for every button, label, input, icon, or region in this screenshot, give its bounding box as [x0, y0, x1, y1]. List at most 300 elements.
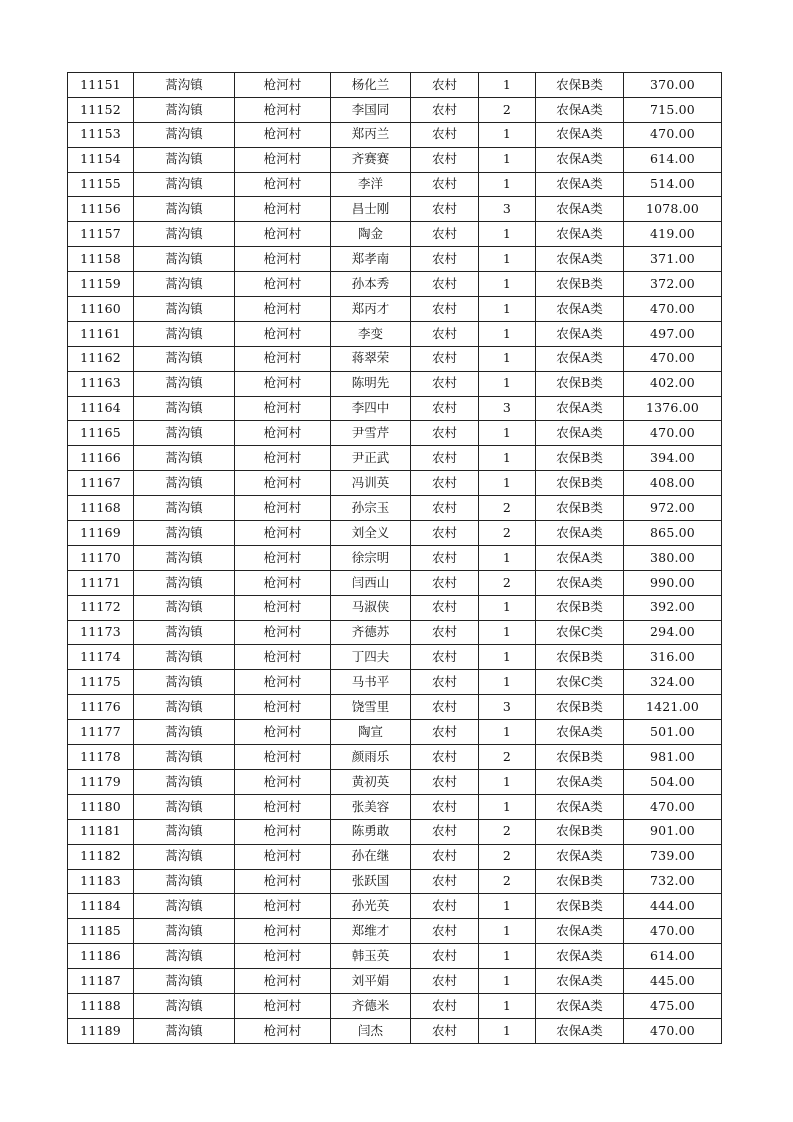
member-count-cell: 1 — [479, 73, 536, 98]
record-id-cell: 11153 — [68, 122, 134, 147]
member-count-cell: 2 — [479, 496, 536, 521]
record-id-cell: 11170 — [68, 545, 134, 570]
member-count-cell: 1 — [479, 919, 536, 944]
household-type-cell: 农村 — [411, 794, 479, 819]
member-count-cell: 1 — [479, 1018, 536, 1043]
household-type-cell: 农村 — [411, 595, 479, 620]
household-type-cell: 农村 — [411, 222, 479, 247]
record-id-cell: 11164 — [68, 396, 134, 421]
name-cell: 黄初英 — [331, 769, 411, 794]
table-row — [68, 919, 722, 944]
name-cell: 李国同 — [331, 97, 411, 122]
table-row — [68, 172, 722, 197]
category-cell: 农保A类 — [536, 396, 624, 421]
amount-cell: 470.00 — [624, 794, 722, 819]
amount-cell: 316.00 — [624, 645, 722, 670]
town-cell: 蒿沟镇 — [134, 247, 235, 272]
amount-cell: 990.00 — [624, 570, 722, 595]
amount-cell: 324.00 — [624, 670, 722, 695]
record-id-cell: 11186 — [68, 944, 134, 969]
member-count-cell: 1 — [479, 371, 536, 396]
member-count-cell: 1 — [479, 769, 536, 794]
town-cell: 蒿沟镇 — [134, 670, 235, 695]
record-id-cell: 11180 — [68, 794, 134, 819]
village-cell: 枪河村 — [235, 769, 331, 794]
name-cell: 昌士刚 — [331, 197, 411, 222]
village-cell: 枪河村 — [235, 73, 331, 98]
record-id-cell: 11176 — [68, 695, 134, 720]
category-cell: 农保A类 — [536, 197, 624, 222]
town-cell: 蒿沟镇 — [134, 869, 235, 894]
town-cell: 蒿沟镇 — [134, 969, 235, 994]
name-cell: 郑维才 — [331, 919, 411, 944]
name-cell: 张美容 — [331, 794, 411, 819]
table-row — [68, 272, 722, 297]
category-cell: 农保B类 — [536, 595, 624, 620]
town-cell: 蒿沟镇 — [134, 894, 235, 919]
table-row — [68, 695, 722, 720]
record-id-cell: 11167 — [68, 471, 134, 496]
category-cell: 农保A类 — [536, 944, 624, 969]
amount-cell: 470.00 — [624, 1018, 722, 1043]
table-row — [68, 321, 722, 346]
name-cell: 孙光英 — [331, 894, 411, 919]
village-cell: 枪河村 — [235, 720, 331, 745]
member-count-cell: 1 — [479, 222, 536, 247]
household-type-cell: 农村 — [411, 570, 479, 595]
amount-cell: 504.00 — [624, 769, 722, 794]
amount-cell: 470.00 — [624, 421, 722, 446]
category-cell: 农保C类 — [536, 620, 624, 645]
record-id-cell: 11151 — [68, 73, 134, 98]
category-cell: 农保B类 — [536, 73, 624, 98]
record-id-cell: 11187 — [68, 969, 134, 994]
village-cell: 枪河村 — [235, 1018, 331, 1043]
member-count-cell: 1 — [479, 321, 536, 346]
amount-cell: 371.00 — [624, 247, 722, 272]
household-type-cell: 农村 — [411, 147, 479, 172]
town-cell: 蒿沟镇 — [134, 794, 235, 819]
name-cell: 张跃国 — [331, 869, 411, 894]
record-id-cell: 11154 — [68, 147, 134, 172]
member-count-cell: 1 — [479, 670, 536, 695]
table-row — [68, 720, 722, 745]
village-cell: 枪河村 — [235, 794, 331, 819]
record-id-cell: 11185 — [68, 919, 134, 944]
member-count-cell: 1 — [479, 620, 536, 645]
amount-cell: 1376.00 — [624, 396, 722, 421]
name-cell: 马淑侠 — [331, 595, 411, 620]
village-cell: 枪河村 — [235, 570, 331, 595]
name-cell: 孙在继 — [331, 844, 411, 869]
town-cell: 蒿沟镇 — [134, 570, 235, 595]
member-count-cell: 1 — [479, 421, 536, 446]
member-count-cell: 1 — [479, 645, 536, 670]
name-cell: 孙宗玉 — [331, 496, 411, 521]
village-cell: 枪河村 — [235, 595, 331, 620]
member-count-cell: 2 — [479, 869, 536, 894]
amount-cell: 370.00 — [624, 73, 722, 98]
record-id-cell: 11182 — [68, 844, 134, 869]
amount-cell: 1078.00 — [624, 197, 722, 222]
town-cell: 蒿沟镇 — [134, 993, 235, 1018]
category-cell: 农保A类 — [536, 969, 624, 994]
record-id-cell: 11171 — [68, 570, 134, 595]
record-id-cell: 11179 — [68, 769, 134, 794]
town-cell: 蒿沟镇 — [134, 346, 235, 371]
village-cell: 枪河村 — [235, 396, 331, 421]
town-cell: 蒿沟镇 — [134, 769, 235, 794]
amount-cell: 1421.00 — [624, 695, 722, 720]
village-cell: 枪河村 — [235, 944, 331, 969]
table-row — [68, 521, 722, 546]
town-cell: 蒿沟镇 — [134, 919, 235, 944]
table-row — [68, 122, 722, 147]
household-type-cell: 农村 — [411, 769, 479, 794]
household-type-cell: 农村 — [411, 371, 479, 396]
table-row — [68, 745, 722, 770]
name-cell: 齐德米 — [331, 993, 411, 1018]
table-row — [68, 844, 722, 869]
amount-cell: 372.00 — [624, 272, 722, 297]
town-cell: 蒿沟镇 — [134, 944, 235, 969]
village-cell: 枪河村 — [235, 247, 331, 272]
name-cell: 尹正武 — [331, 446, 411, 471]
member-count-cell: 1 — [479, 122, 536, 147]
member-count-cell: 1 — [479, 471, 536, 496]
town-cell: 蒿沟镇 — [134, 695, 235, 720]
town-cell: 蒿沟镇 — [134, 819, 235, 844]
village-cell: 枪河村 — [235, 421, 331, 446]
table-row — [68, 1018, 722, 1043]
village-cell: 枪河村 — [235, 620, 331, 645]
household-type-cell: 农村 — [411, 73, 479, 98]
amount-cell: 470.00 — [624, 346, 722, 371]
category-cell: 农保B类 — [536, 869, 624, 894]
village-cell: 枪河村 — [235, 97, 331, 122]
town-cell: 蒿沟镇 — [134, 371, 235, 396]
town-cell: 蒿沟镇 — [134, 147, 235, 172]
name-cell: 饶雪里 — [331, 695, 411, 720]
table-row — [68, 396, 722, 421]
member-count-cell: 2 — [479, 819, 536, 844]
town-cell: 蒿沟镇 — [134, 1018, 235, 1043]
village-cell: 枪河村 — [235, 545, 331, 570]
village-cell: 枪河村 — [235, 645, 331, 670]
household-type-cell: 农村 — [411, 545, 479, 570]
town-cell: 蒿沟镇 — [134, 720, 235, 745]
name-cell: 齐赛赛 — [331, 147, 411, 172]
amount-cell: 972.00 — [624, 496, 722, 521]
amount-cell: 614.00 — [624, 944, 722, 969]
household-type-cell: 农村 — [411, 670, 479, 695]
record-id-cell: 11160 — [68, 297, 134, 322]
village-cell: 枪河村 — [235, 670, 331, 695]
category-cell: 农保B类 — [536, 819, 624, 844]
town-cell: 蒿沟镇 — [134, 521, 235, 546]
table-row — [68, 371, 722, 396]
table-row — [68, 769, 722, 794]
category-cell: 农保B类 — [536, 496, 624, 521]
table-row — [68, 645, 722, 670]
amount-cell: 470.00 — [624, 122, 722, 147]
household-type-cell: 农村 — [411, 869, 479, 894]
table-row — [68, 421, 722, 446]
table-row — [68, 222, 722, 247]
member-count-cell: 1 — [479, 446, 536, 471]
table-row — [68, 446, 722, 471]
member-count-cell: 1 — [479, 147, 536, 172]
household-type-cell: 农村 — [411, 521, 479, 546]
table-row — [68, 297, 722, 322]
amount-cell: 408.00 — [624, 471, 722, 496]
category-cell: 农保A类 — [536, 421, 624, 446]
town-cell: 蒿沟镇 — [134, 172, 235, 197]
town-cell: 蒿沟镇 — [134, 620, 235, 645]
category-cell: 农保A类 — [536, 1018, 624, 1043]
member-count-cell: 2 — [479, 844, 536, 869]
record-id-cell: 11174 — [68, 645, 134, 670]
category-cell: 农保A类 — [536, 122, 624, 147]
town-cell: 蒿沟镇 — [134, 645, 235, 670]
name-cell: 冯训英 — [331, 471, 411, 496]
table-row — [68, 496, 722, 521]
table-row — [68, 247, 722, 272]
record-id-cell: 11173 — [68, 620, 134, 645]
category-cell: 农保B类 — [536, 371, 624, 396]
amount-cell: 497.00 — [624, 321, 722, 346]
member-count-cell: 1 — [479, 720, 536, 745]
record-id-cell: 11156 — [68, 197, 134, 222]
member-count-cell: 1 — [479, 172, 536, 197]
roster-table — [67, 72, 722, 1044]
village-cell: 枪河村 — [235, 346, 331, 371]
member-count-cell: 2 — [479, 521, 536, 546]
household-type-cell: 农村 — [411, 620, 479, 645]
name-cell: 刘平娟 — [331, 969, 411, 994]
name-cell: 杨化兰 — [331, 73, 411, 98]
amount-cell: 501.00 — [624, 720, 722, 745]
amount-cell: 475.00 — [624, 993, 722, 1018]
category-cell: 农保A类 — [536, 297, 624, 322]
member-count-cell: 3 — [479, 695, 536, 720]
village-cell: 枪河村 — [235, 272, 331, 297]
name-cell: 韩玉英 — [331, 944, 411, 969]
record-id-cell: 11169 — [68, 521, 134, 546]
record-id-cell: 11177 — [68, 720, 134, 745]
table-row — [68, 670, 722, 695]
village-cell: 枪河村 — [235, 844, 331, 869]
member-count-cell: 1 — [479, 545, 536, 570]
member-count-cell: 1 — [479, 297, 536, 322]
household-type-cell: 农村 — [411, 421, 479, 446]
amount-cell: 470.00 — [624, 919, 722, 944]
member-count-cell: 1 — [479, 272, 536, 297]
household-type-cell: 农村 — [411, 993, 479, 1018]
category-cell: 农保A类 — [536, 521, 624, 546]
town-cell: 蒿沟镇 — [134, 222, 235, 247]
amount-cell: 394.00 — [624, 446, 722, 471]
village-cell: 枪河村 — [235, 321, 331, 346]
town-cell: 蒿沟镇 — [134, 297, 235, 322]
name-cell: 马书平 — [331, 670, 411, 695]
household-type-cell: 农村 — [411, 247, 479, 272]
record-id-cell: 11183 — [68, 869, 134, 894]
town-cell: 蒿沟镇 — [134, 421, 235, 446]
amount-cell: 445.00 — [624, 969, 722, 994]
village-cell: 枪河村 — [235, 297, 331, 322]
town-cell: 蒿沟镇 — [134, 122, 235, 147]
category-cell: 农保B类 — [536, 695, 624, 720]
category-cell: 农保B类 — [536, 894, 624, 919]
member-count-cell: 1 — [479, 944, 536, 969]
member-count-cell: 1 — [479, 969, 536, 994]
name-cell: 陶金 — [331, 222, 411, 247]
household-type-cell: 农村 — [411, 645, 479, 670]
town-cell: 蒿沟镇 — [134, 745, 235, 770]
category-cell: 农保A类 — [536, 346, 624, 371]
table-row — [68, 471, 722, 496]
household-type-cell: 农村 — [411, 969, 479, 994]
name-cell: 闫杰 — [331, 1018, 411, 1043]
record-id-cell: 11161 — [68, 321, 134, 346]
table-row — [68, 794, 722, 819]
record-id-cell: 11184 — [68, 894, 134, 919]
household-type-cell: 农村 — [411, 272, 479, 297]
member-count-cell: 2 — [479, 570, 536, 595]
member-count-cell: 1 — [479, 595, 536, 620]
record-id-cell: 11157 — [68, 222, 134, 247]
town-cell: 蒿沟镇 — [134, 471, 235, 496]
record-id-cell: 11159 — [68, 272, 134, 297]
record-id-cell: 11166 — [68, 446, 134, 471]
amount-cell: 419.00 — [624, 222, 722, 247]
member-count-cell: 1 — [479, 247, 536, 272]
record-id-cell: 11163 — [68, 371, 134, 396]
village-cell: 枪河村 — [235, 969, 331, 994]
category-cell: 农保A类 — [536, 844, 624, 869]
name-cell: 孙本秀 — [331, 272, 411, 297]
category-cell: 农保B类 — [536, 446, 624, 471]
amount-cell: 732.00 — [624, 869, 722, 894]
household-type-cell: 农村 — [411, 446, 479, 471]
amount-cell: 614.00 — [624, 147, 722, 172]
member-count-cell: 1 — [479, 993, 536, 1018]
table-row — [68, 545, 722, 570]
amount-cell: 865.00 — [624, 521, 722, 546]
record-id-cell: 11175 — [68, 670, 134, 695]
category-cell: 农保A类 — [536, 222, 624, 247]
record-id-cell: 11162 — [68, 346, 134, 371]
town-cell: 蒿沟镇 — [134, 595, 235, 620]
category-cell: 农保C类 — [536, 670, 624, 695]
village-cell: 枪河村 — [235, 471, 331, 496]
name-cell: 闫西山 — [331, 570, 411, 595]
record-id-cell: 11181 — [68, 819, 134, 844]
record-id-cell: 11168 — [68, 496, 134, 521]
table-row — [68, 97, 722, 122]
table-row — [68, 73, 722, 98]
table-row — [68, 620, 722, 645]
household-type-cell: 农村 — [411, 172, 479, 197]
village-cell: 枪河村 — [235, 993, 331, 1018]
village-cell: 枪河村 — [235, 371, 331, 396]
village-cell: 枪河村 — [235, 147, 331, 172]
record-id-cell: 11189 — [68, 1018, 134, 1043]
town-cell: 蒿沟镇 — [134, 321, 235, 346]
household-type-cell: 农村 — [411, 197, 479, 222]
roster-table-body — [68, 73, 722, 1044]
category-cell: 农保A类 — [536, 794, 624, 819]
town-cell: 蒿沟镇 — [134, 396, 235, 421]
household-type-cell: 农村 — [411, 819, 479, 844]
category-cell: 农保A类 — [536, 919, 624, 944]
category-cell: 农保B类 — [536, 645, 624, 670]
category-cell: 农保B类 — [536, 272, 624, 297]
table-row — [68, 147, 722, 172]
town-cell: 蒿沟镇 — [134, 97, 235, 122]
name-cell: 郑丙兰 — [331, 122, 411, 147]
member-count-cell: 1 — [479, 894, 536, 919]
name-cell: 李洋 — [331, 172, 411, 197]
amount-cell: 470.00 — [624, 297, 722, 322]
category-cell: 农保A类 — [536, 172, 624, 197]
member-count-cell: 2 — [479, 97, 536, 122]
household-type-cell: 农村 — [411, 122, 479, 147]
village-cell: 枪河村 — [235, 122, 331, 147]
table-row — [68, 993, 722, 1018]
category-cell: 农保A类 — [536, 993, 624, 1018]
record-id-cell: 11178 — [68, 745, 134, 770]
village-cell: 枪河村 — [235, 496, 331, 521]
town-cell: 蒿沟镇 — [134, 446, 235, 471]
village-cell: 枪河村 — [235, 745, 331, 770]
household-type-cell: 农村 — [411, 297, 479, 322]
name-cell: 陈勇敢 — [331, 819, 411, 844]
member-count-cell: 1 — [479, 794, 536, 819]
village-cell: 枪河村 — [235, 197, 331, 222]
amount-cell: 392.00 — [624, 595, 722, 620]
category-cell: 农保A类 — [536, 545, 624, 570]
table-row — [68, 969, 722, 994]
amount-cell: 715.00 — [624, 97, 722, 122]
household-type-cell: 农村 — [411, 720, 479, 745]
table-row — [68, 346, 722, 371]
category-cell: 农保A类 — [536, 247, 624, 272]
village-cell: 枪河村 — [235, 695, 331, 720]
category-cell: 农保A类 — [536, 321, 624, 346]
category-cell: 农保A类 — [536, 720, 624, 745]
village-cell: 枪河村 — [235, 222, 331, 247]
member-count-cell: 3 — [479, 396, 536, 421]
category-cell: 农保A类 — [536, 97, 624, 122]
village-cell: 枪河村 — [235, 869, 331, 894]
household-type-cell: 农村 — [411, 745, 479, 770]
name-cell: 陶宣 — [331, 720, 411, 745]
name-cell: 丁四夫 — [331, 645, 411, 670]
household-type-cell: 农村 — [411, 321, 479, 346]
village-cell: 枪河村 — [235, 172, 331, 197]
name-cell: 郑孝南 — [331, 247, 411, 272]
village-cell: 枪河村 — [235, 521, 331, 546]
name-cell: 李变 — [331, 321, 411, 346]
record-id-cell: 11155 — [68, 172, 134, 197]
town-cell: 蒿沟镇 — [134, 73, 235, 98]
category-cell: 农保A类 — [536, 147, 624, 172]
household-type-cell: 农村 — [411, 496, 479, 521]
town-cell: 蒿沟镇 — [134, 197, 235, 222]
name-cell: 刘全义 — [331, 521, 411, 546]
